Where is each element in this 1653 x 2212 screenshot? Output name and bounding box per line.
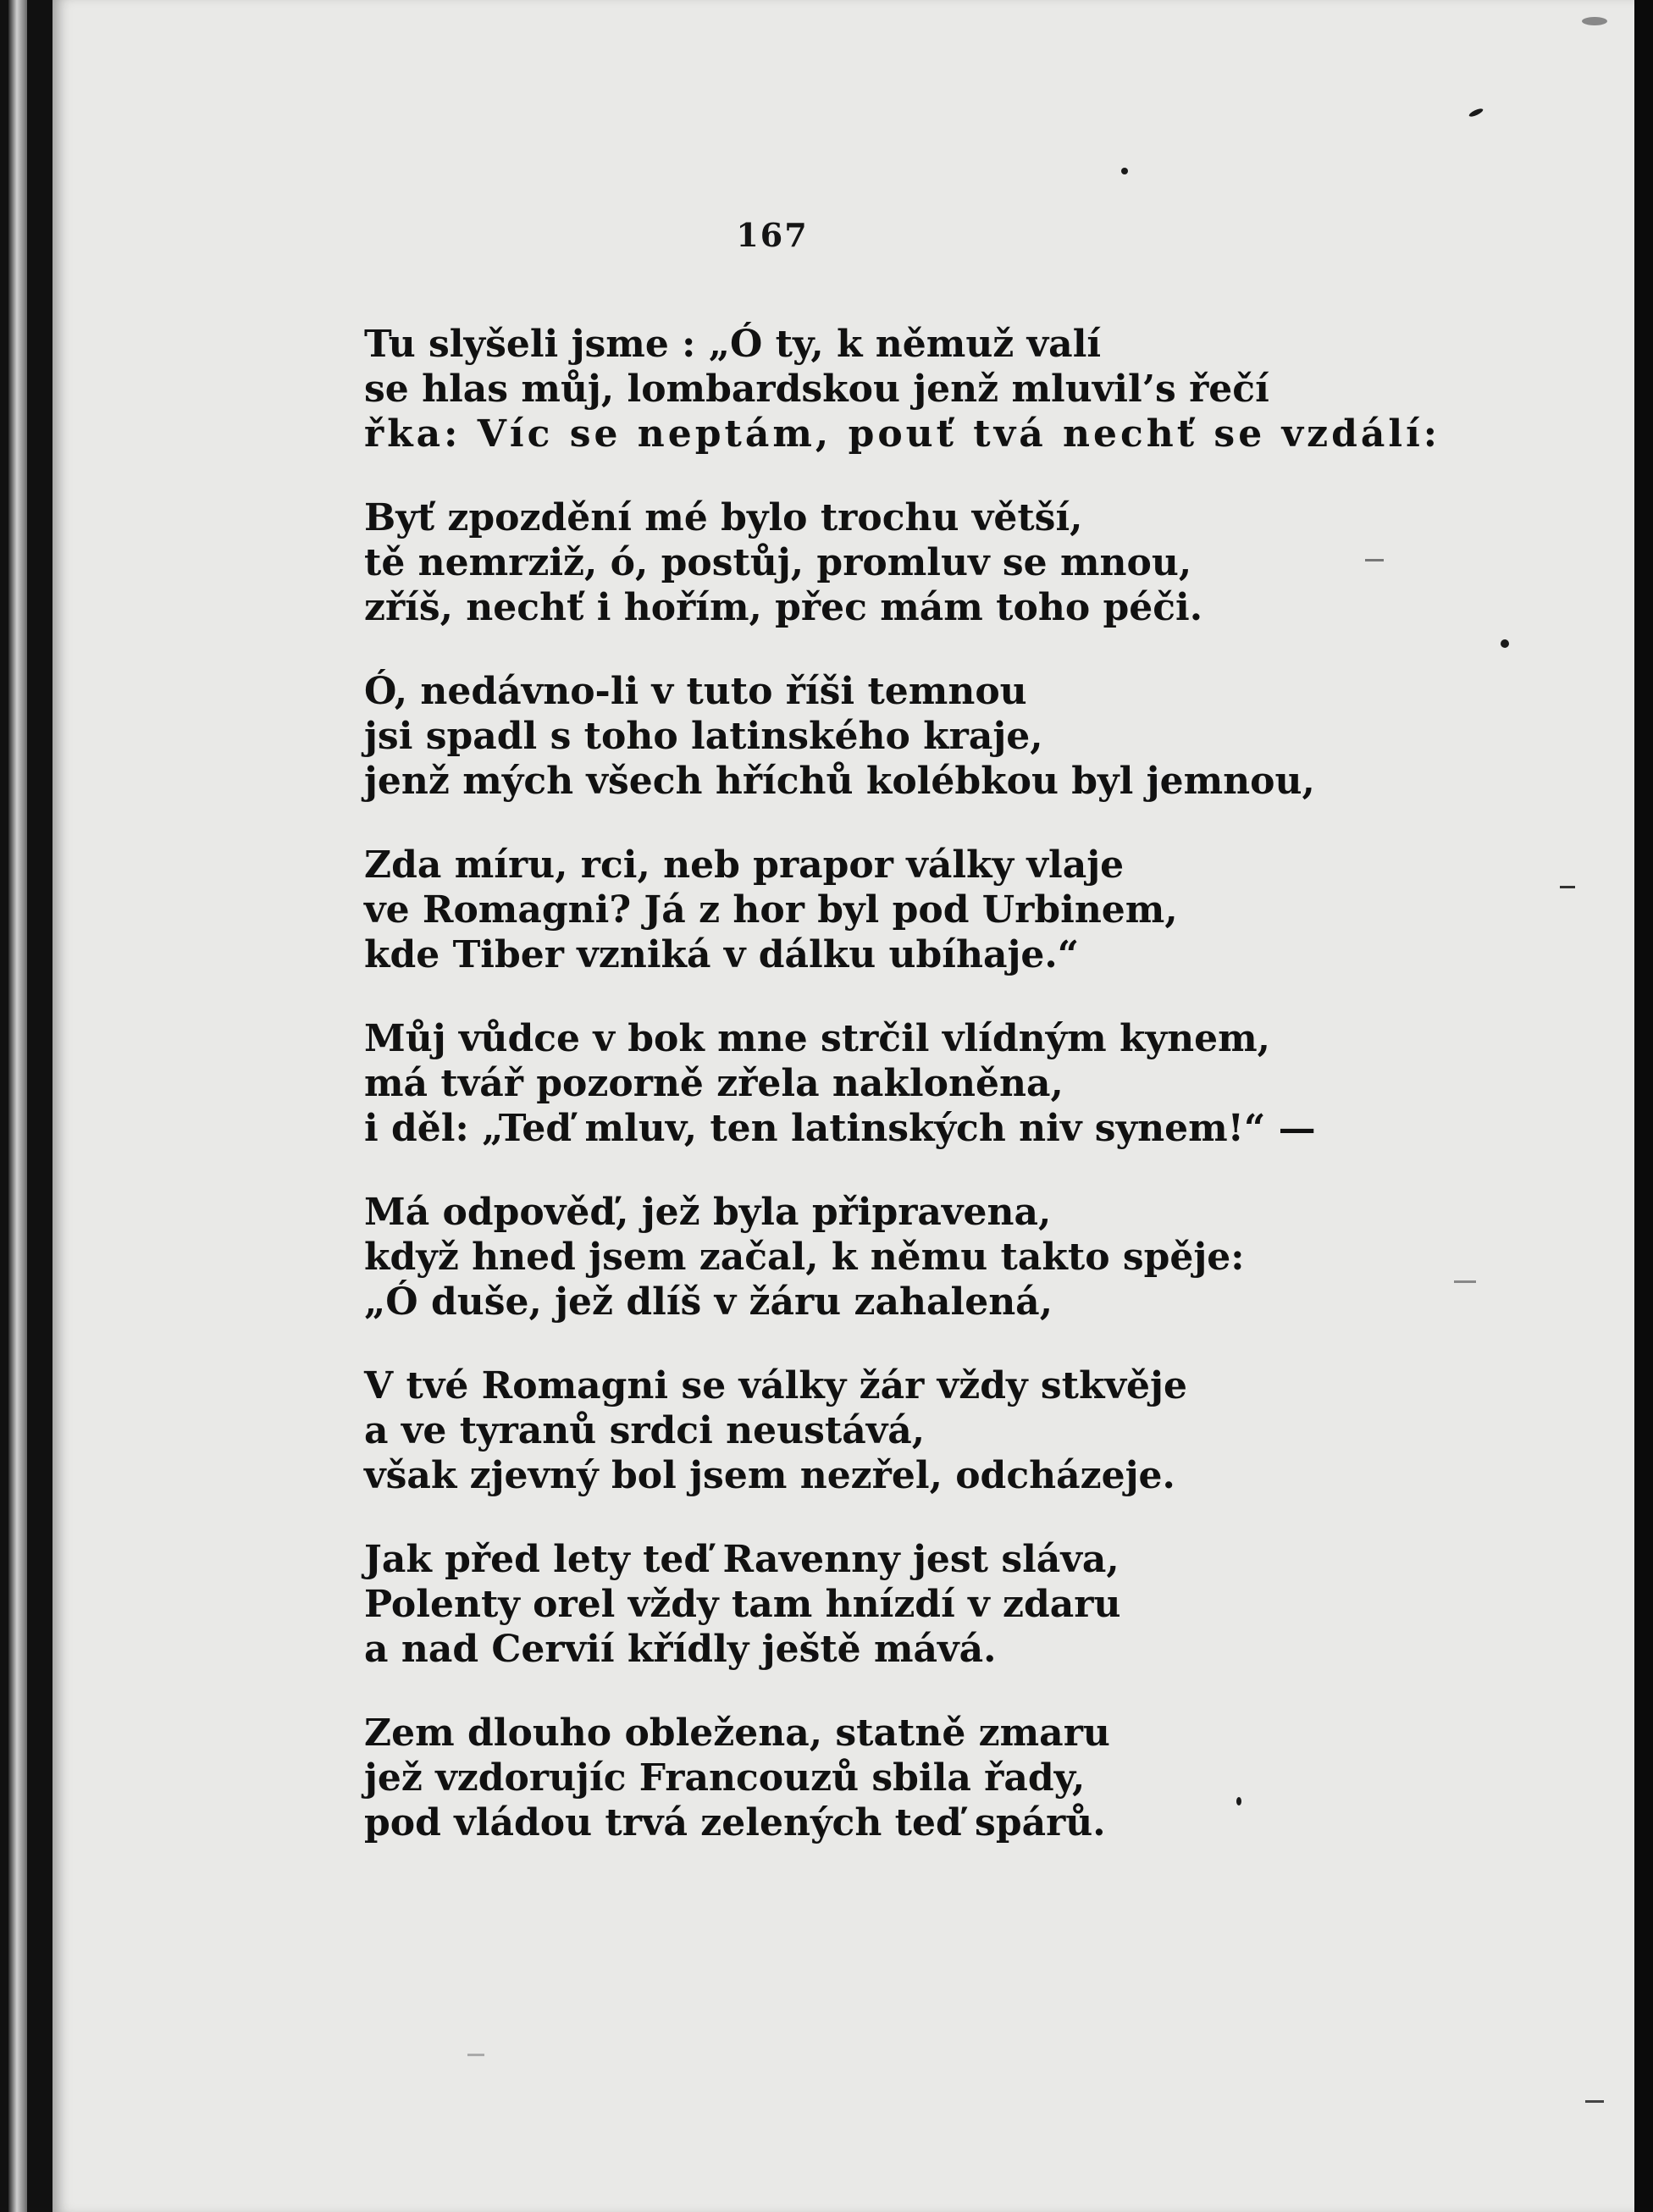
verse-line: V tvé Romagni se války žár vždy stkvěje [364, 1364, 1187, 1407]
verse-line: se hlas můj, lombardskou jenž mluvil’s řečí [364, 368, 1269, 411]
verse-line: jsi spadl s toho latinského kraje, [364, 715, 1043, 758]
book-page [53, 0, 1634, 2212]
verse-line: jenž mých všech hříchů kolébkou byl jemnou, [364, 760, 1315, 803]
scan-mark [1454, 1280, 1476, 1283]
book-gutter [0, 0, 53, 2212]
verse-line: a ve tyranů srdci neustává, [364, 1409, 926, 1452]
verse-line: „Ó duše, jež dlíš v žáru zahalená, [364, 1280, 1053, 1324]
verse-line: pod vládou trvá zelených teď spárů. [364, 1801, 1106, 1844]
verse-line: tě nemrziž, ó, postůj, promluv se mnou, [364, 541, 1192, 584]
verse-line: zříš, nechť i hořím, přec mám toho péči. [364, 586, 1203, 629]
verse-line: Ó, nedávno-li v tuto říši temnou [364, 670, 1027, 713]
verse-line: Zem dlouho obležena, statně zmaru [364, 1712, 1110, 1755]
scan-mark [1560, 886, 1575, 888]
stanza-1 [364, 322, 1441, 456]
scan-mark [1585, 2100, 1604, 2103]
scan-speck [1236, 1797, 1241, 1806]
verse-line: kde Tiber vzniká v dálku ubíhaje.“ [364, 933, 1080, 976]
verse-line: má tvář pozorně zřela nakloněna, [364, 1062, 1064, 1105]
stanza-2 [364, 495, 1380, 630]
verse-line: i děl: „Teď mluv, ten latinských niv synem!“ — [364, 1107, 1316, 1150]
verse-line: řka: Víc se neptám, pouť tvá nechť se vzdálí: [364, 412, 1441, 456]
verse-line: ve Romagni? Já z hor byl pod Urbinem, [364, 888, 1178, 932]
verse-line: Má odpověď, jež byla připravena, [364, 1191, 1052, 1234]
stanza-3 [364, 669, 1380, 804]
verse-line: jež vzdorujíc Francouzů sbila řady, [364, 1756, 1086, 1800]
verse-line: a nad Cervií křídly ještě mává. [364, 1628, 997, 1671]
verse-line: však zjevný bol jsem nezřel, odcházeje. [364, 1454, 1175, 1497]
verse-line: Jak před lety teď Ravenny jest sláva, [364, 1538, 1120, 1581]
scan-speck [1501, 639, 1509, 648]
stanza-7 [364, 1363, 1380, 1498]
verse-line: Byť zpozdění mé bylo trochu větší, [364, 496, 1083, 539]
scan-speck [1468, 107, 1484, 118]
verse-line: Tu slyšeli jsme : „Ó ty, k němuž valí [364, 323, 1102, 366]
stanza-5 [364, 1016, 1380, 1151]
verse-line: Zda míru, rci, neb prapor války vlaje [364, 843, 1125, 887]
stanza-4 [364, 843, 1380, 977]
stanza-6 [364, 1190, 1380, 1324]
scan-speck [1121, 168, 1128, 174]
verse-line: když hned jsem začal, k němu takto spěje: [364, 1236, 1245, 1279]
stanza-8 [364, 1537, 1380, 1672]
page-number: 167 [736, 216, 809, 254]
stanza-9 [364, 1711, 1380, 1845]
scan-mark [1365, 559, 1384, 561]
verse-line: Polenty orel vždy tam hnízdí v zdaru [364, 1583, 1121, 1626]
poem-text [364, 322, 1441, 1884]
scan-mark [467, 2054, 484, 2056]
scan-speck [1582, 17, 1607, 25]
previous-page-edge [8, 0, 27, 2212]
verse-line: Můj vůdce v bok mne strčil vlídným kynem, [364, 1017, 1270, 1060]
